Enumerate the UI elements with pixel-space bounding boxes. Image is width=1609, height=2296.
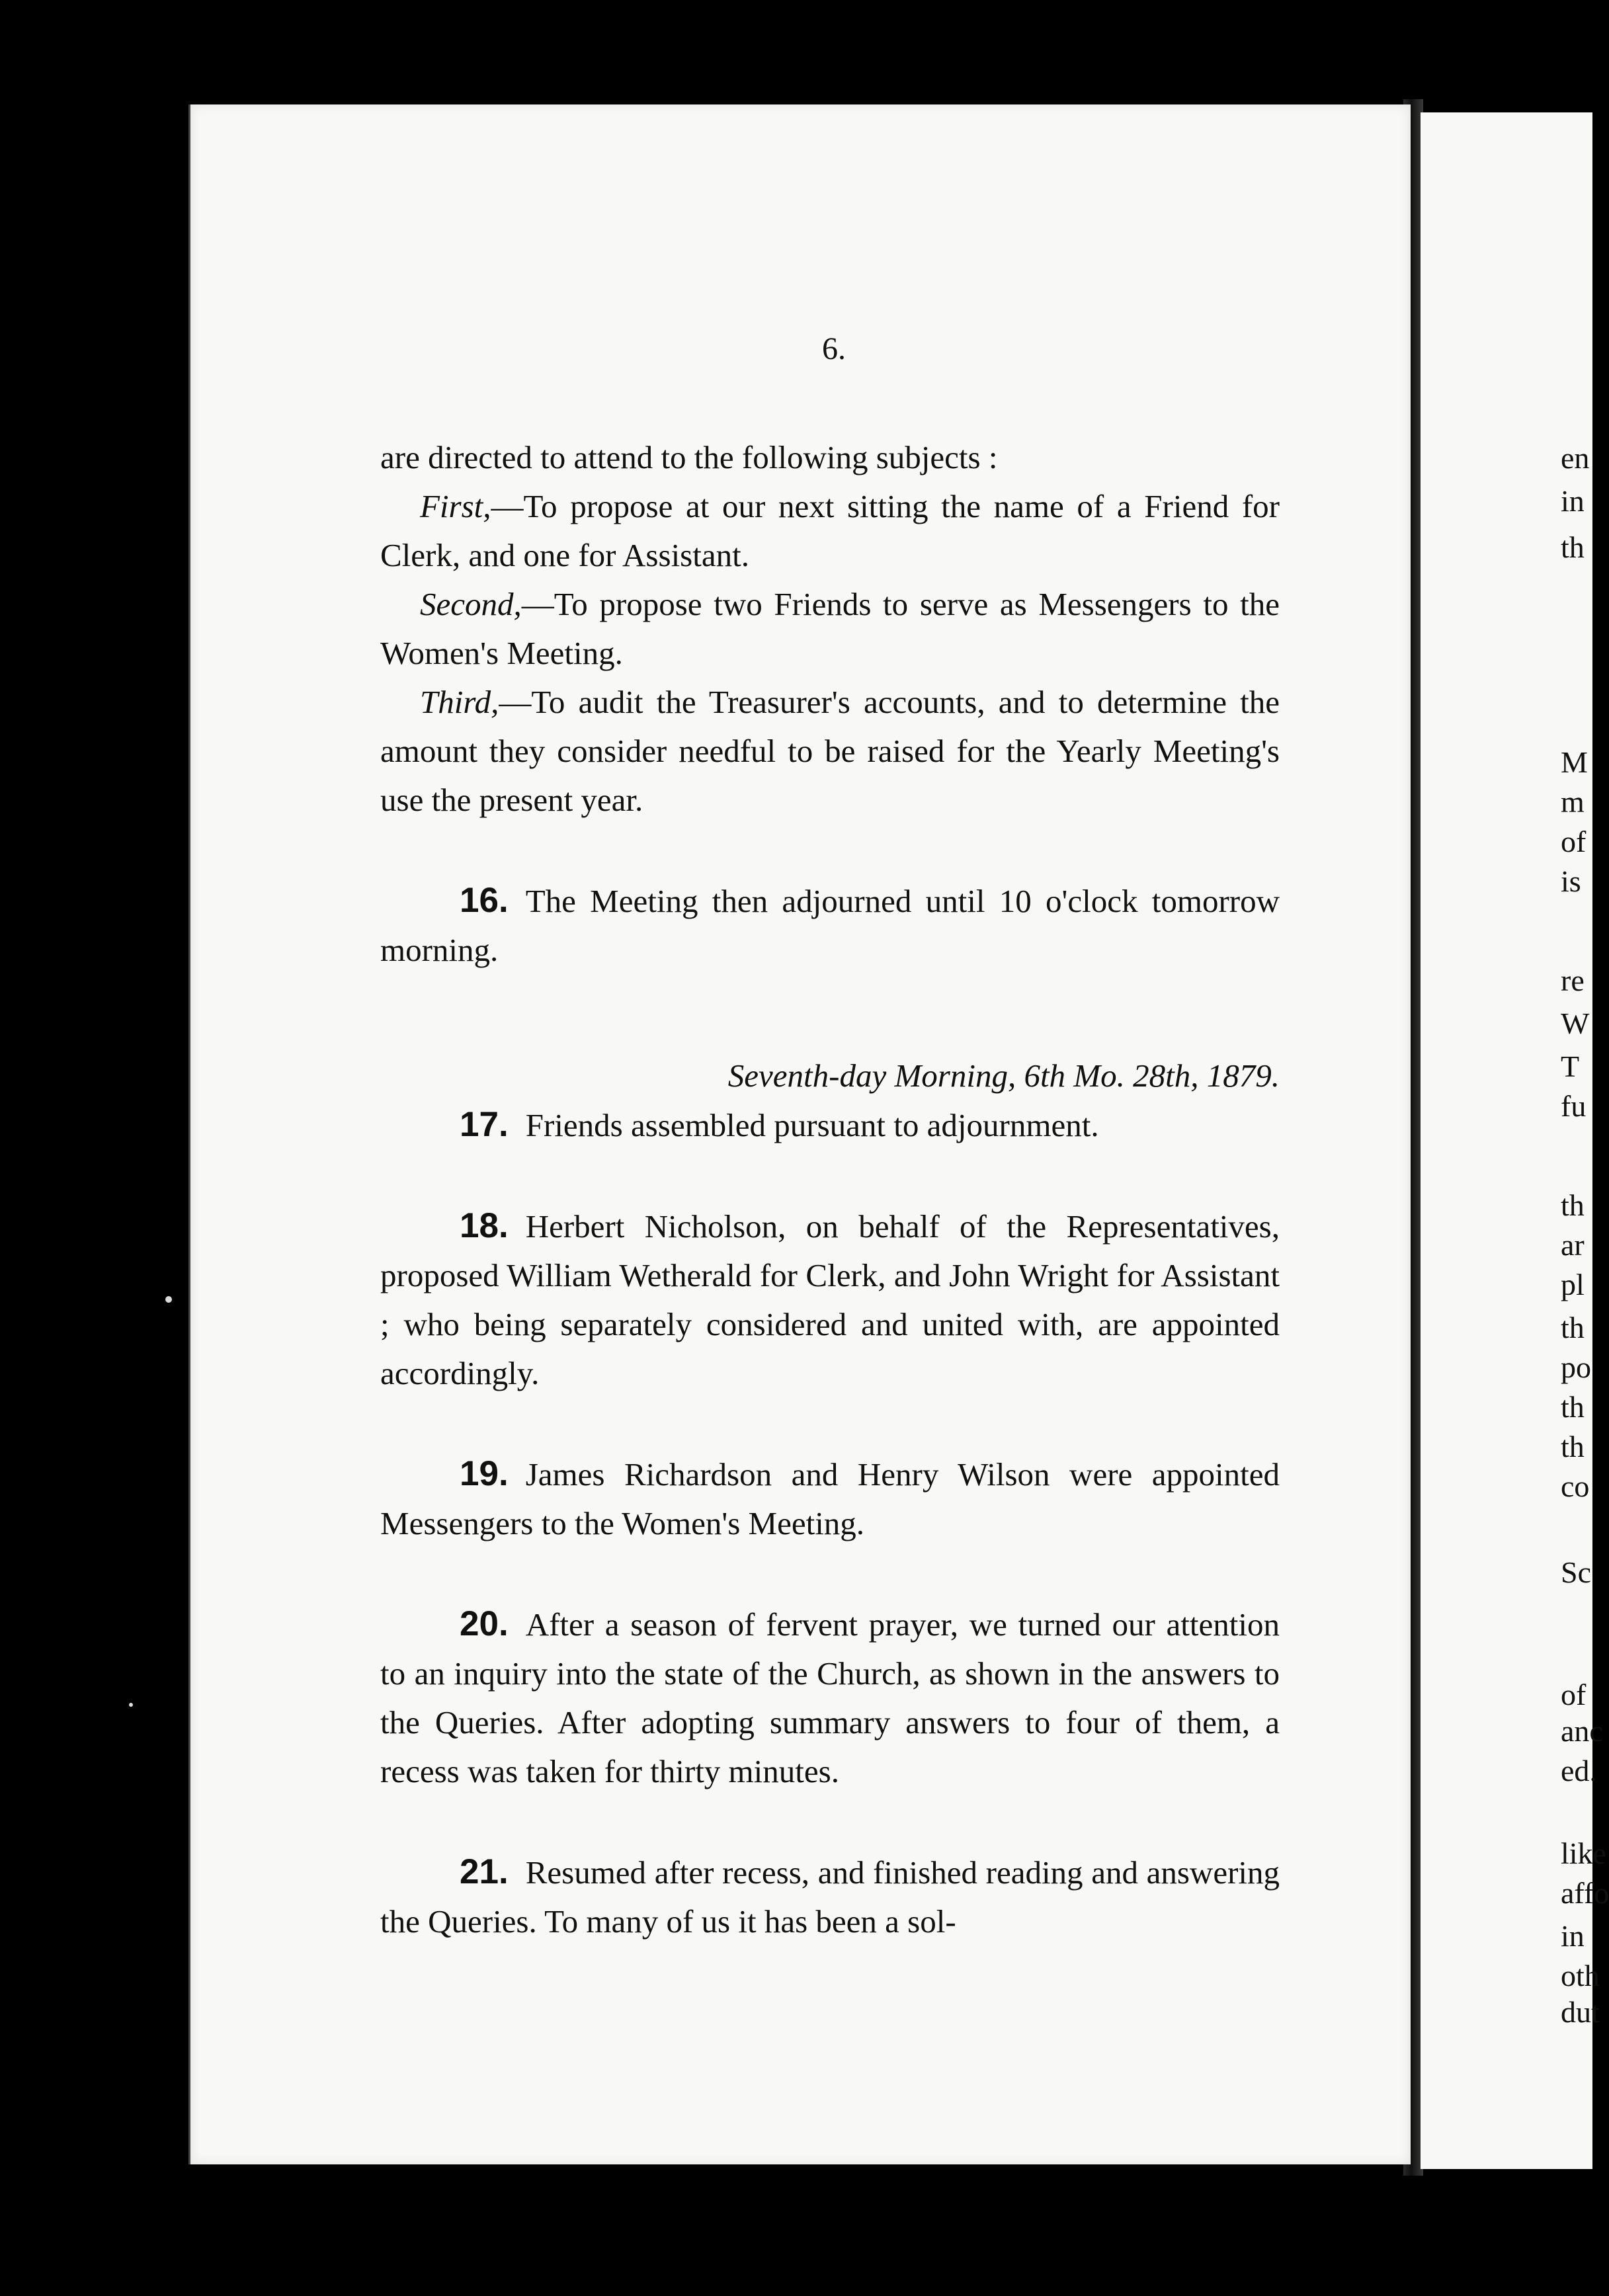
facing-page-fragment: dut (1561, 1995, 1600, 2029)
facing-page-fragment: m (1561, 785, 1585, 819)
paragraph-number: 20. (460, 1604, 509, 1643)
paragraph-19 (380, 1450, 1280, 1548)
facing-page-fragment: W (1561, 1006, 1590, 1040)
subject-label: First, (420, 488, 491, 524)
facing-page-fragment: M (1561, 745, 1588, 779)
date-line: Seventh-day Morning, 6th Mo. 28th, 1879. (727, 1057, 1280, 1094)
facing-page-fragment: of (1561, 825, 1587, 858)
subject-label: Second, (420, 586, 522, 622)
paragraph-number: 18. (460, 1206, 509, 1245)
intro-line: are directed to attend to the following subjects : (380, 439, 998, 475)
paragraph-number: 19. (460, 1454, 509, 1493)
facing-page-fragment: th (1561, 1430, 1585, 1463)
facing-page-fragment: is (1561, 864, 1581, 898)
facing-page-fragment: co (1561, 1469, 1590, 1503)
facing-page-fragment: in (1561, 1919, 1585, 1953)
facing-page-fragment: fu (1561, 1089, 1587, 1123)
scan-speck (129, 1703, 133, 1707)
paragraph-number: 21. (460, 1852, 509, 1891)
paragraph-21 (380, 1848, 1280, 1946)
facing-page-fragment: ar (1561, 1228, 1585, 1262)
paragraph-number: 16. (460, 881, 509, 920)
facing-page-fragment: affo (1561, 1876, 1609, 1910)
paragraph-16 (380, 876, 1280, 975)
facing-page-fragment: po (1561, 1350, 1591, 1384)
page-text (380, 433, 1280, 1946)
facing-page-fragment: of (1561, 1678, 1587, 1711)
paragraph-text: Resumed after recess, and finished reading and answering the Queries. To many of us it has been a sol- (380, 1854, 1280, 1940)
subject-third (380, 678, 1280, 825)
paragraph-17 (380, 1100, 1280, 1150)
paragraph-18 (380, 1202, 1280, 1398)
facing-page-fragment: ed. (1561, 1754, 1597, 1787)
facing-page-fragment: in (1561, 484, 1585, 518)
paragraph-text: James Richardson and Henry Wilson were appointed Messengers to the Women's Meeting. (380, 1456, 1280, 1541)
paragraph-text: Herbert Nicholson, on behalf of the Representatives, proposed William Wetherald for Clerk, and John Wright for Assistant ; who being separately considered and united with, are appointed accordingly. (380, 1208, 1280, 1391)
facing-page-fragment: th (1561, 1188, 1585, 1222)
paragraph-20 (380, 1600, 1280, 1796)
facing-page-fragment: T (1561, 1049, 1580, 1083)
paragraph-number: 17. (460, 1105, 509, 1144)
facing-page-fragment: like (1561, 1836, 1606, 1870)
facing-page-fragment: Sc (1561, 1555, 1591, 1589)
facing-page-fragment: en (1561, 441, 1590, 475)
scan-speck (165, 1296, 172, 1303)
facing-page-fragment: pl (1561, 1268, 1585, 1301)
facing-page-fragment: oth (1561, 1959, 1600, 1992)
subject-text: —To propose two Friends to serve as Messengers to the Women's Meeting. (380, 586, 1280, 671)
facing-page-fragment: re (1561, 964, 1585, 997)
subject-text: —To propose at our next sitting the name of a Friend for Clerk, and one for Assistant. (380, 488, 1280, 573)
paragraph-text: After a season of fervent prayer, we turned our attention to an inquiry into the state of the Church, as shown in the answers to the Queries. After adopting summary answers to four of them, a recess was taken for thirty minutes. (380, 1606, 1280, 1789)
facing-page-fragment: anc (1561, 1714, 1603, 1748)
subject-text: —To audit the Treasurer's accounts, and to determine the amount they consider needful to be raised for the Yearly Meeting's use the present year. (380, 684, 1280, 818)
subject-first (380, 482, 1280, 580)
facing-page-fragment: th (1561, 530, 1585, 564)
page-number: 6. (822, 331, 846, 366)
subject-label: Third, (420, 684, 499, 720)
paragraph-text: The Meeting then adjourned until 10 o'clock tomorrow morning. (380, 883, 1280, 968)
facing-page-fragment: th (1561, 1311, 1585, 1344)
facing-page-fragment: th (1561, 1390, 1585, 1424)
subject-second (380, 580, 1280, 678)
paragraph-text: Friends assembled pursuant to adjournment. (525, 1107, 1099, 1143)
